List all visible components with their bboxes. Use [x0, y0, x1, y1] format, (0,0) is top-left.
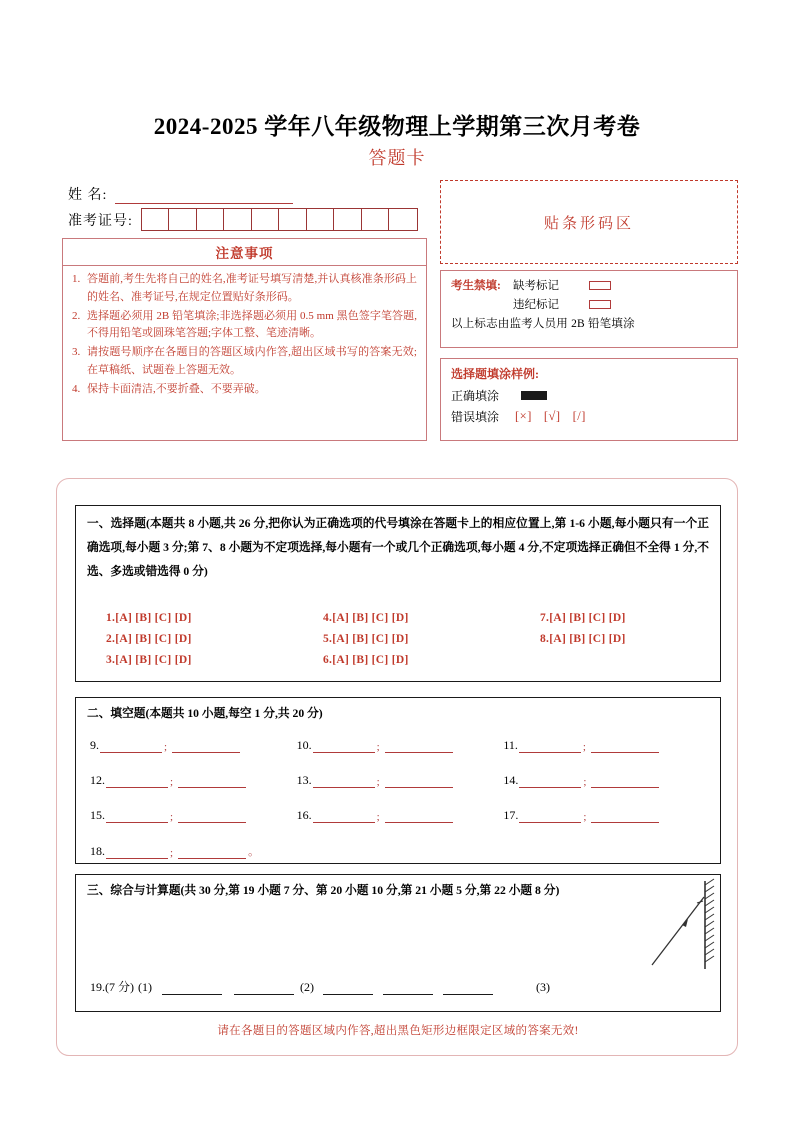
- blank-input-line[interactable]: [591, 774, 659, 788]
- question-19-part1-blank-1[interactable]: [162, 981, 222, 995]
- blank-input-line[interactable]: [385, 739, 453, 753]
- blank-answer-rows: [90, 738, 710, 879]
- choice-row[interactable]: 6.[A] [B] [C] [D]: [323, 654, 409, 666]
- blank-separator: ;: [170, 847, 174, 859]
- blank-item-number: 9.: [90, 738, 99, 752]
- blank-separator: ;: [376, 776, 380, 788]
- answer-panel: [56, 478, 738, 1056]
- absent-mark-label: 缺考标记: [513, 280, 559, 292]
- exam-number-cell[interactable]: [142, 209, 170, 230]
- barcode-paste-area: [440, 180, 738, 264]
- exam-number-cell[interactable]: [224, 209, 252, 230]
- blank-item: [297, 808, 504, 823]
- choice-row[interactable]: 5.[A] [B] [C] [D]: [323, 633, 409, 645]
- blank-item: [297, 738, 504, 753]
- exam-number-grid[interactable]: [141, 208, 418, 231]
- correct-fill-row: [451, 387, 727, 404]
- section-calc: [75, 874, 721, 1012]
- choice-column: [106, 612, 192, 675]
- question-19-label: 19.(7 分): [90, 980, 134, 994]
- proctor-marks-box: [440, 270, 738, 348]
- blank-item-number: 11.: [503, 738, 518, 752]
- blank-item: [503, 773, 710, 788]
- blank-input-line[interactable]: [178, 774, 246, 788]
- blank-item-number: 13.: [296, 773, 312, 787]
- blank-row: [90, 843, 710, 859]
- notice-item: [72, 344, 417, 380]
- blank-input-line[interactable]: [519, 739, 581, 753]
- fill-sample-title: 选择题填涂样例:: [451, 367, 539, 381]
- blank-input-line[interactable]: [172, 739, 240, 753]
- blank-separator: ;: [164, 741, 168, 753]
- blank-input-line[interactable]: [519, 809, 581, 823]
- blank-row: [90, 808, 710, 823]
- blank-separator: ;: [170, 811, 174, 823]
- notice-item-text: 答题前,考生先将自己的姓名,准考证号填写清楚,并认真核准条形码上的姓名、准考证号,在规定位置贴好条形码。: [87, 273, 417, 303]
- notice-item-number: 4.: [72, 382, 81, 395]
- notice-item-text: 保持卡面清洁,不要折叠、不要弄破。: [87, 382, 266, 395]
- blank-input-line[interactable]: [313, 774, 375, 788]
- blank-item-number: 12.: [90, 773, 105, 787]
- choice-column: [540, 612, 626, 654]
- correct-fill-label: 正确填涂: [451, 389, 500, 403]
- fill-sample-box: [440, 358, 738, 441]
- blank-separator: ;: [376, 741, 380, 753]
- blank-separator: ;: [170, 776, 174, 788]
- blank-item: [297, 773, 504, 788]
- choice-row[interactable]: 8.[A] [B] [C] [D]: [540, 633, 626, 645]
- violation-mark-checkbox[interactable]: [589, 300, 611, 309]
- notice-item: [72, 308, 417, 344]
- blank-item: [503, 808, 710, 823]
- blank-input-line[interactable]: [591, 739, 659, 753]
- blank-input-line[interactable]: [106, 809, 168, 823]
- section-choice-heading: 一、选择题(本题共 8 小题,共 26 分,把你认为正确选项的代号填涂在答题卡上的相应位置上,第 1-6 小题,每小题只有一个正确选项,每小题 3 分;第 7、8 小题为不定项选择,每小题有一个或几个正确选项,每小题 4 分,不定项选择正确但不全得 1 分,不选、多选或错选得 0 分): [87, 517, 709, 578]
- blank-item-number: 18.: [90, 844, 105, 858]
- section-blank: [75, 697, 721, 864]
- notice-item-text: 选择题必须用 2B 铅笔填涂;非选择题必须用 0.5 mm 黑色签字笔答题,不得用铅笔或圆珠笔答题;字体工整、笔迹清晰。: [87, 309, 417, 340]
- blank-input-line[interactable]: [178, 845, 246, 859]
- page-subtitle: 答题卡: [368, 148, 426, 168]
- exam-number-cell[interactable]: [362, 209, 390, 230]
- question-19-part2-blank-1[interactable]: [323, 981, 373, 995]
- blank-separator: ;: [582, 741, 586, 753]
- blank-item-number: 14.: [503, 773, 519, 787]
- blank-row: [90, 773, 710, 788]
- violation-mark-row: [451, 296, 727, 312]
- question-19-part1-blank-2[interactable]: [234, 981, 294, 995]
- blank-input-line[interactable]: [591, 809, 659, 823]
- notice-item: [72, 271, 417, 307]
- name-input-line[interactable]: [115, 188, 293, 204]
- question-19-part3-label: (3): [536, 980, 550, 994]
- blank-item: [503, 738, 710, 753]
- blank-item: [90, 773, 297, 788]
- correct-fill-swatch: [521, 391, 547, 400]
- choice-row[interactable]: 4.[A] [B] [C] [D]: [323, 612, 409, 624]
- question-19-part2-blank-2[interactable]: [383, 981, 433, 995]
- blank-input-line[interactable]: [106, 845, 168, 859]
- absent-mark-row: [451, 277, 727, 293]
- exam-number-row: [68, 208, 418, 231]
- question-19-part2-blank-3[interactable]: [443, 981, 493, 995]
- wrong-mark-cross: [×]: [515, 409, 532, 423]
- name-field-row: [68, 184, 293, 204]
- blank-input-line[interactable]: [313, 739, 375, 753]
- exam-number-cell[interactable]: [279, 209, 307, 230]
- exam-number-cell[interactable]: [389, 209, 417, 230]
- exam-number-cell[interactable]: [307, 209, 335, 230]
- blank-row: [90, 738, 710, 753]
- blank-separator: ;: [376, 811, 380, 823]
- wrong-fill-row: [451, 408, 727, 425]
- page-title: 2024-2025 学年八年级物理上学期第三次月考卷: [153, 114, 641, 139]
- exam-number-label: 准考证号:: [68, 213, 133, 229]
- blank-item-number: 10.: [296, 738, 312, 752]
- exam-number-cell[interactable]: [334, 209, 362, 230]
- blank-item-number: 15.: [90, 808, 105, 822]
- blank-input-line[interactable]: [178, 809, 246, 823]
- blank-terminator: 。: [248, 846, 260, 858]
- proctor-lead-label: 考生禁填:: [451, 280, 501, 292]
- notice-item-number: 1.: [72, 273, 81, 285]
- blank-input-line[interactable]: [385, 774, 453, 788]
- wrong-fill-label: 错误填涂: [451, 410, 500, 424]
- blank-input-line[interactable]: [313, 809, 375, 823]
- section-choice: [75, 505, 721, 682]
- blank-item: [90, 738, 297, 753]
- section-blank-heading: 二、填空题(本题共 10 小题,每空 1 分,共 20 分): [87, 707, 323, 720]
- notice-item-number: 2.: [72, 309, 81, 322]
- choice-column: [323, 612, 409, 675]
- notice-title: 注意事项: [63, 239, 426, 266]
- choice-row[interactable]: 1.[A] [B] [C] [D]: [106, 612, 192, 624]
- notice-item-number: 3.: [72, 346, 81, 359]
- choice-row[interactable]: 7.[A] [B] [C] [D]: [540, 612, 626, 624]
- notice-item: [72, 381, 417, 399]
- wrong-mark-check: [√]: [543, 409, 561, 423]
- blank-input-line[interactable]: [519, 774, 581, 788]
- question-19-row: [90, 978, 554, 995]
- mirror-ray-diagram: [642, 877, 738, 975]
- barcode-area-label: 贴条形码区: [543, 215, 634, 232]
- exam-number-cell[interactable]: [197, 209, 225, 230]
- wrong-mark-slash: [/]: [572, 409, 586, 423]
- blank-item: [90, 843, 305, 859]
- blank-separator: ;: [583, 776, 587, 788]
- notice-box: [62, 238, 427, 441]
- blank-input-line[interactable]: [106, 774, 168, 788]
- violation-mark-label: 违纪标记: [513, 299, 559, 311]
- question-19-part1-label: (1): [138, 980, 152, 994]
- name-label: 姓 名:: [68, 188, 108, 203]
- notice-item-text: 请按题号顺序在各题目的答题区域内作答,超出区域书写的答案无效;在草稿纸、试题卷上答题无效。: [87, 346, 417, 377]
- exam-number-cell[interactable]: [252, 209, 280, 230]
- absent-mark-checkbox[interactable]: [589, 281, 611, 290]
- exam-number-cell[interactable]: [169, 209, 197, 230]
- notice-list: [63, 266, 426, 399]
- blank-separator: ;: [583, 811, 587, 823]
- choice-row[interactable]: 2.[A] [B] [C] [D]: [106, 633, 192, 645]
- blank-item-number: 17.: [503, 808, 519, 822]
- proctor-note: 以上标志由监考人员用 2B 铅笔填涂: [451, 318, 635, 330]
- blank-item: [90, 808, 297, 823]
- footer-note: 请在各题目的答题区域内作答,超出黑色矩形边框限定区域的答案无效!: [217, 1025, 579, 1037]
- blank-input-line[interactable]: [100, 739, 162, 753]
- blank-item-number: 16.: [296, 808, 312, 822]
- blank-input-line[interactable]: [385, 809, 453, 823]
- question-19-part2-label: (2): [300, 980, 314, 994]
- section-calc-heading: 三、综合与计算题(共 30 分,第 19 小题 7 分、第 20 小题 10 分,第 21 小题 5 分,第 22 小题 8 分): [87, 884, 560, 897]
- choice-row[interactable]: 3.[A] [B] [C] [D]: [106, 654, 192, 666]
